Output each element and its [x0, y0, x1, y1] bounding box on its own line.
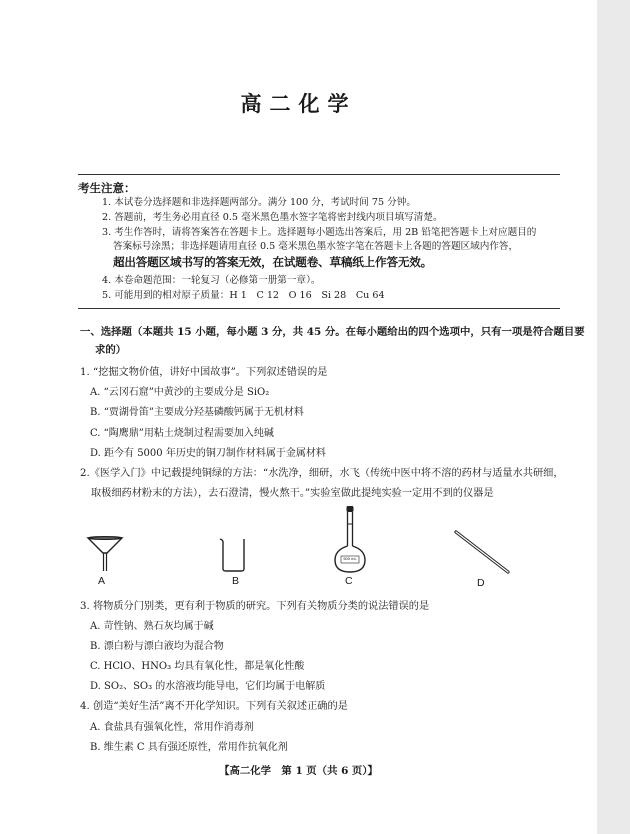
notice-item-3-cont: 答案标号涂黑；非选择题请用直径 0.5 毫米黑色墨水签字笔在答题卡上各题的答题区域内作答，: [113, 241, 519, 252]
question-1-stem: 1. “挖掘文物价值，讲好中国故事”。下列叙述错误的是: [80, 367, 328, 378]
page-title: 高二化学: [240, 91, 357, 116]
apparatus-label-b: B: [232, 575, 240, 587]
question-2-stem-cont: 取极细药材粉末的方法），去石澄清，慢火熬干。”实验室做此提纯实验一定用不到的仪器是: [91, 488, 494, 499]
question-4-option-b: B. 维生素 C 具有强还原性，常用作抗氧化剂: [90, 742, 288, 753]
question-3-stem: 3. 将物质分门别类，更有利于物质的研究。下列有关物质分类的说法错误的是: [80, 601, 430, 612]
notice-item-5: 5. 可能用到的相对原子质量：H 1 C 12 O 16 Si 28 Cu 64: [102, 290, 385, 301]
question-3-option-c: C. HClO、HNO₃ 均具有氧化性，都是氧化性酸: [90, 661, 305, 672]
beaker-icon: [218, 537, 248, 573]
page-footer: 【高二化学 第 1 页（共 6 页）】: [219, 765, 378, 777]
question-4-stem: 4. 创造“美好生活”离不开化学知识。下列有关叙述正确的是: [80, 701, 348, 712]
apparatus-label-d: D: [477, 577, 485, 589]
flask-capacity-label: 500 mL: [343, 556, 357, 561]
glass-rod-icon: [454, 530, 510, 574]
notice-item-1: 1. 本试卷分选择题和非选择题两部分。满分 100 分，考试时间 75 分钟。: [102, 197, 416, 208]
question-2-stem: 2.《医学入门》中记载提纯铜绿的方法：“水洗净，细研，水飞（传统中医中将不溶的药材与适量水共研细，: [80, 468, 564, 479]
notice-item-3-emphasis: 超出答题区域书写的答案无效，在试题卷、草稿纸上作答无效。: [113, 255, 433, 269]
question-1-option-a: A. “云冈石窟”中黄沙的主要成分是 SiO₂: [90, 387, 270, 398]
question-4-option-a: A. 食盐具有强氧化性，常用作消毒剂: [90, 722, 254, 733]
section-heading-cont: 求的）: [95, 344, 127, 356]
notice-item-2: 2. 答题前，考生务必用直径 0.5 毫米黑色墨水签字笔将密封线内项目填写清楚。: [102, 212, 443, 223]
section-heading: 一、选择题（本题共 15 小题，每小题 3 分，共 45 分。在每小题给出的四个选项中，只有一项是符合题目要: [80, 326, 585, 338]
notice-top-rule: [78, 174, 560, 175]
funnel-icon: [86, 536, 126, 572]
question-3-option-b: B. 漂白粉与漂白液均为混合物: [90, 641, 224, 652]
apparatus-label-a: A: [98, 575, 106, 587]
apparatus-label-c: C: [345, 575, 353, 587]
notice-heading: 考生注意：: [78, 181, 136, 195]
notice-item-3: 3. 考生作答时，请将答案答在答题卡上。选择题每小题选出答案后，用 2B 铅笔把答题卡上对应题目的: [102, 227, 537, 238]
volumetric-flask-icon: [333, 506, 369, 574]
question-1-option-b: B. “贾湖骨笛”主要成分羟基磷酸钙属于无机材料: [90, 407, 304, 418]
question-3-option-d: D. SO₂、SO₃ 的水溶液均能导电，它们均属于电解质: [90, 681, 326, 692]
notice-bottom-rule: [78, 308, 560, 309]
question-1-option-c: C. “陶鹰鼎”用粘土烧制过程需要加入纯碱: [90, 428, 274, 439]
question-3-option-a: A. 苛性钠、熟石灰均属于碱: [90, 621, 214, 632]
notice-item-4: 4. 本卷命题范围：一轮复习（必修第一册第一章）。: [102, 275, 321, 286]
question-1-option-d: D. 距今有 5000 年历史的铜刀制作材料属于金属材料: [90, 448, 326, 459]
viewer-side-panel: [597, 0, 630, 834]
